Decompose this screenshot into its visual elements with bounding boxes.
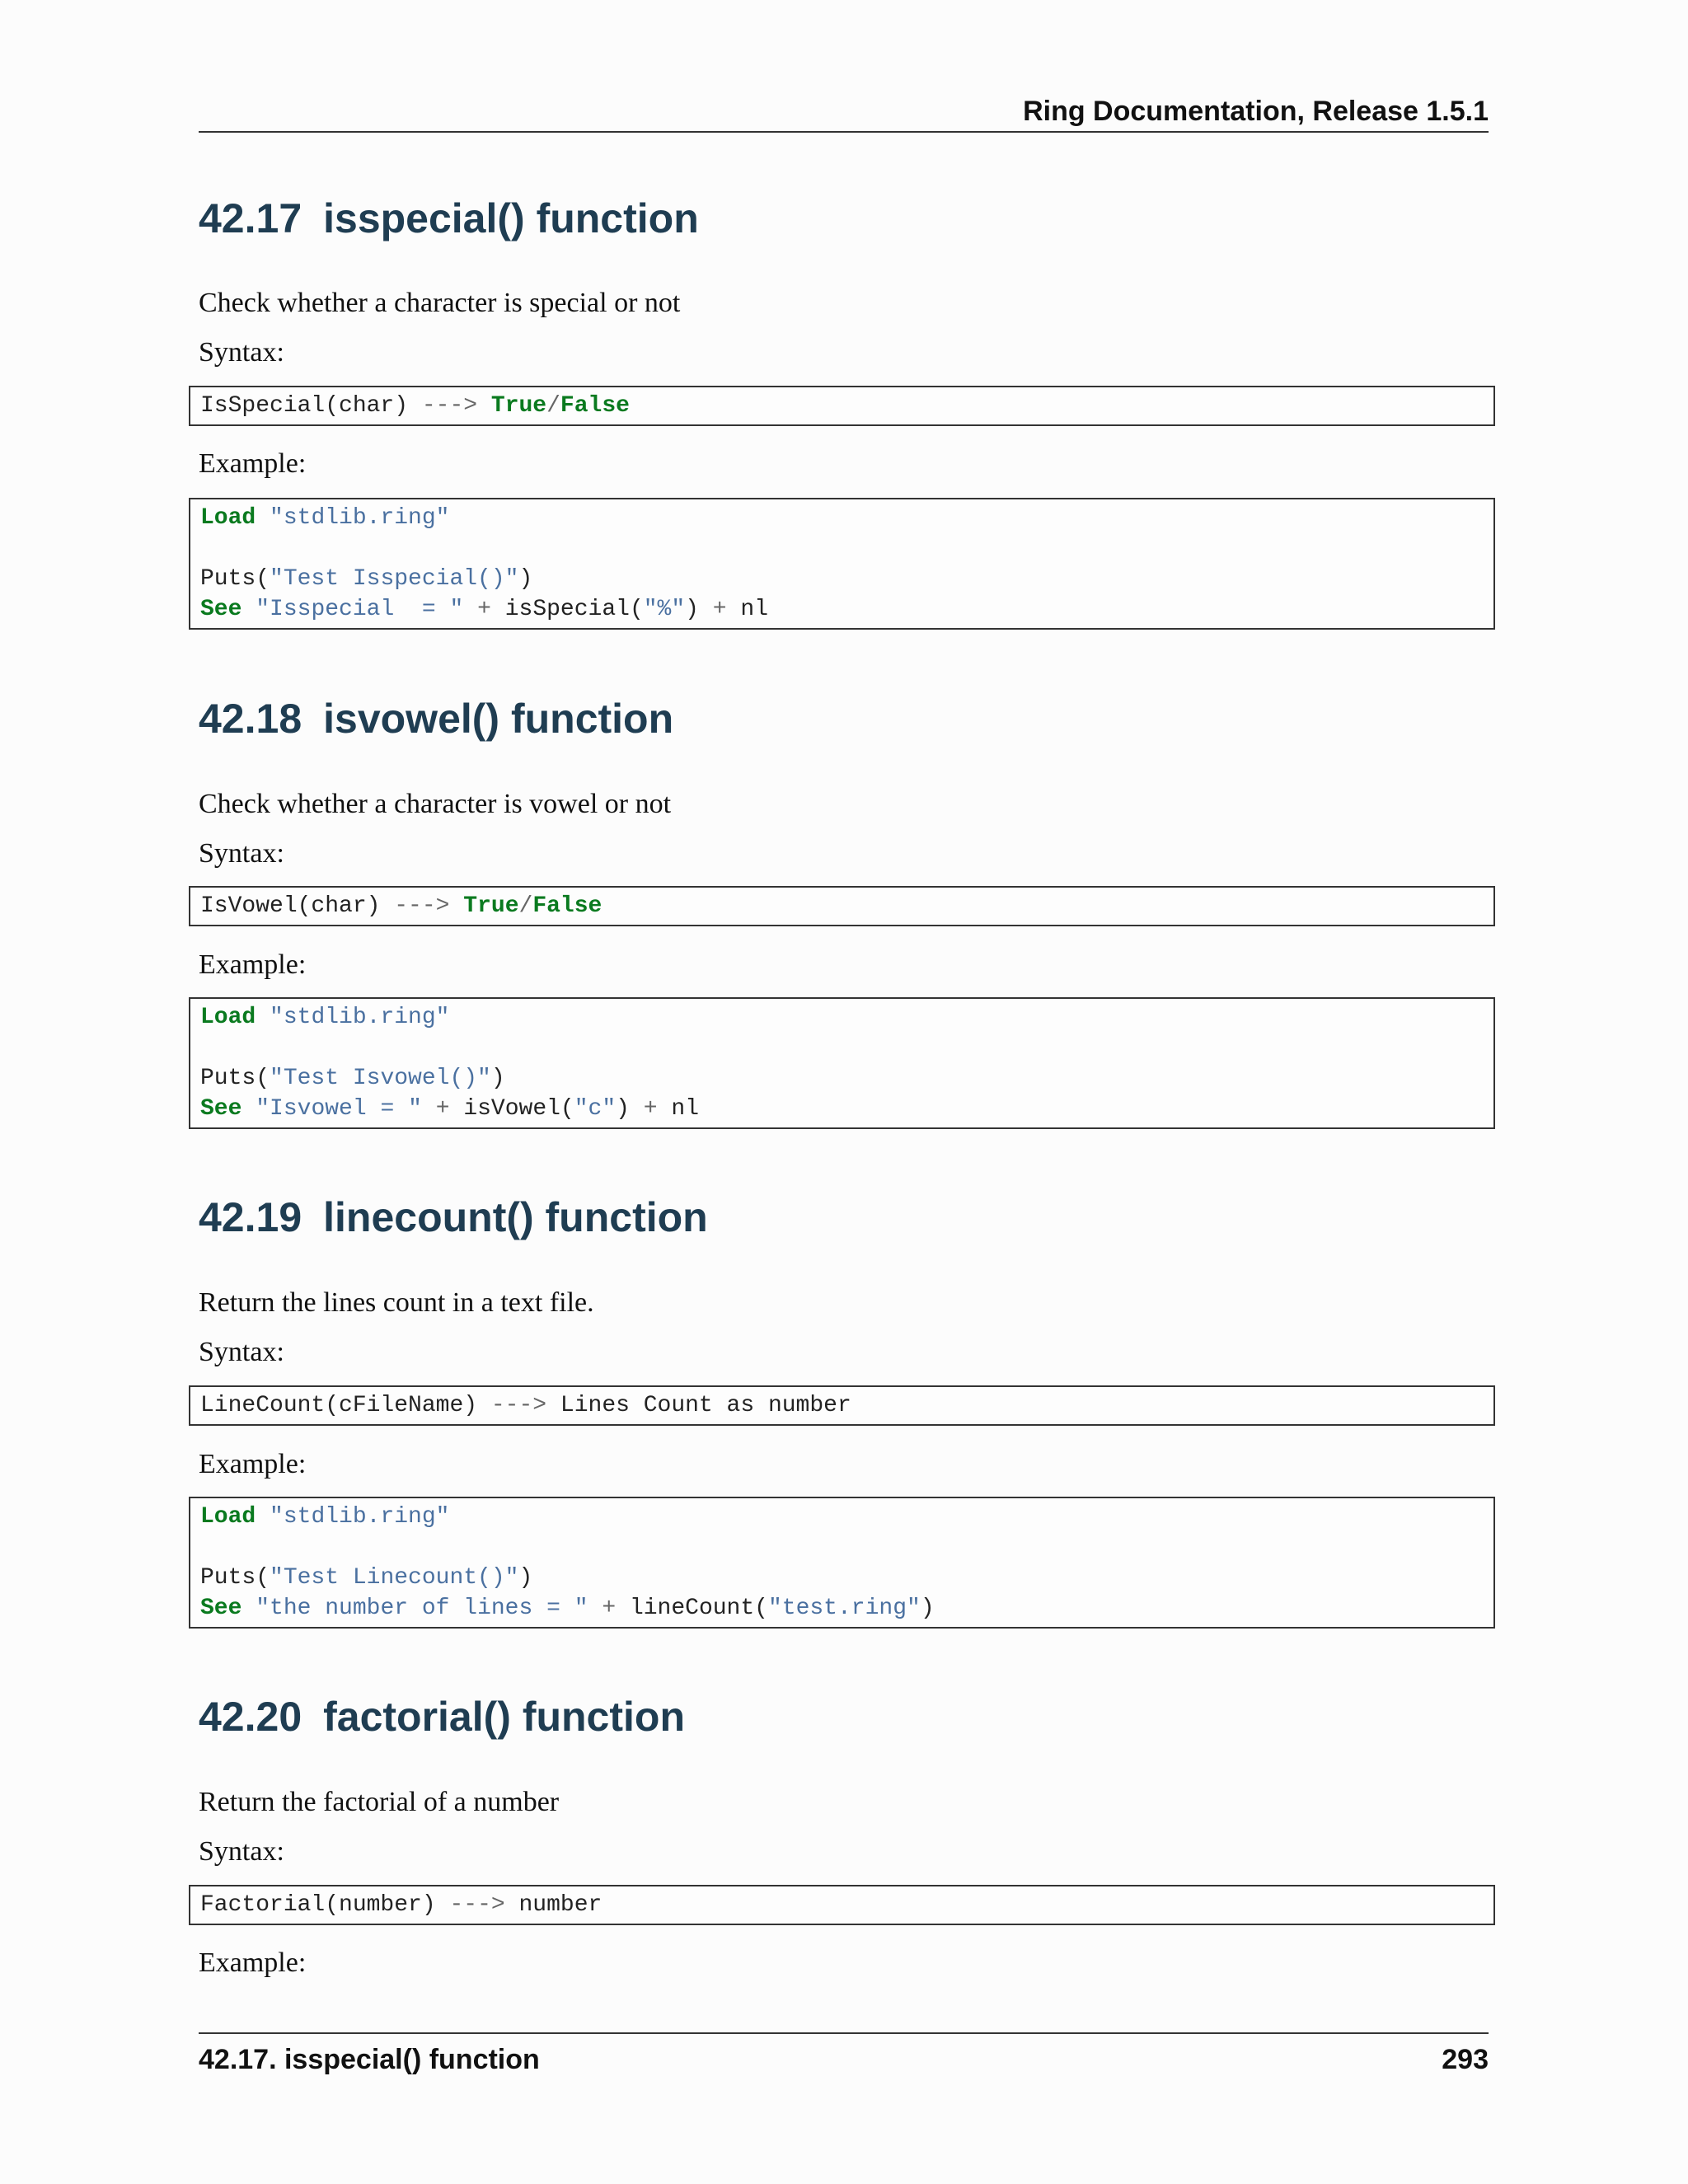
section-heading-isspecial: [199, 194, 699, 242]
code-keyword: Load: [200, 1504, 256, 1530]
code-string: "Isspecial = ": [256, 597, 464, 622]
code-line: [200, 1063, 1484, 1094]
syntax-label: Syntax:: [199, 1836, 284, 1867]
syntax-sep: /: [518, 893, 533, 919]
syntax-signature: IsVowel(char): [200, 893, 381, 919]
code-line: [200, 1094, 1484, 1124]
code-string: "test.ring": [767, 1596, 921, 1621]
code-blank-line: [200, 1033, 1484, 1063]
syntax-signature: Factorial(number): [200, 1892, 436, 1918]
syntax-arrow: --->: [449, 1892, 505, 1918]
section-heading-isvowel: [199, 695, 673, 743]
syntax-code-block: [189, 886, 1495, 926]
syntax-false: False: [532, 893, 603, 919]
section-number: 42.18: [199, 696, 302, 742]
section-number: 42.20: [199, 1694, 302, 1740]
page-header: [199, 91, 1489, 133]
code-line: [200, 1563, 1484, 1593]
code-line: [200, 1002, 1484, 1033]
code-call: Puts(: [200, 1066, 270, 1091]
syntax-code-block: [189, 1885, 1495, 1925]
example-label: Example:: [199, 949, 307, 980]
code-identifier: nl: [671, 1096, 700, 1122]
code-operator: +: [477, 597, 491, 622]
example-label: Example:: [199, 1947, 307, 1978]
code-string: "Test Linecount()": [270, 1565, 519, 1591]
example-code-block: [189, 1497, 1495, 1629]
code-operator: +: [712, 597, 727, 622]
code-identifier: nl: [740, 597, 769, 622]
syntax-signature: IsSpecial(char): [200, 393, 409, 419]
syntax-label: Syntax:: [199, 337, 284, 368]
syntax-true: True: [463, 893, 519, 919]
code-paren: ): [920, 1596, 935, 1621]
syntax-false: False: [560, 393, 630, 419]
code-call: Puts(: [200, 566, 270, 592]
code-blank-line: [200, 1532, 1484, 1563]
code-blank-line: [200, 533, 1484, 564]
section-heading-factorial: [199, 1693, 685, 1741]
syntax-code-block: [189, 1385, 1495, 1426]
code-operator: +: [435, 1096, 450, 1122]
code-string: "c": [574, 1096, 617, 1122]
example-label: Example:: [199, 448, 307, 479]
code-operator: +: [602, 1596, 617, 1621]
code-line: [200, 1390, 1484, 1421]
example-label: Example:: [199, 1449, 307, 1479]
code-keyword: See: [200, 597, 242, 622]
footer-section-title: 42.17. isspecial() function: [199, 2044, 540, 2075]
code-paren: ): [685, 597, 699, 622]
code-call: Puts(: [200, 1565, 270, 1591]
code-paren: ): [518, 1565, 533, 1591]
section-description: Return the factorial of a number: [199, 1787, 560, 1817]
syntax-label: Syntax:: [199, 1337, 284, 1367]
code-string: "stdlib.ring": [270, 1504, 450, 1530]
code-paren: ): [518, 566, 533, 592]
code-call: isSpecial(: [504, 597, 644, 622]
code-call: isVowel(: [463, 1096, 574, 1122]
code-keyword: See: [200, 1596, 242, 1621]
syntax-result: number: [518, 1892, 603, 1918]
section-description: Check whether a character is special or not: [199, 288, 681, 318]
section-number: 42.17: [199, 195, 302, 241]
syntax-true: True: [490, 393, 547, 419]
code-string: "the number of lines = ": [256, 1596, 588, 1621]
page-number: 293: [1442, 2044, 1489, 2075]
code-keyword: Load: [200, 1005, 256, 1030]
syntax-arrow: --->: [490, 1393, 547, 1418]
code-string: "stdlib.ring": [270, 505, 450, 531]
code-string: "Test Isspecial()": [270, 566, 519, 592]
section-title: isspecial() function: [323, 195, 699, 241]
code-line: [200, 1890, 1484, 1920]
section-title: isvowel() function: [323, 696, 674, 742]
code-line: [200, 594, 1484, 625]
code-paren: ): [616, 1096, 630, 1122]
code-line: [200, 391, 1484, 421]
syntax-sep: /: [546, 393, 560, 419]
page-footer: [199, 2032, 1489, 2083]
code-string: "Test Isvowel()": [270, 1066, 491, 1091]
section-title: factorial() function: [323, 1694, 685, 1740]
code-paren: ): [490, 1066, 505, 1091]
code-line: [200, 891, 1484, 921]
code-keyword: Load: [200, 505, 256, 531]
code-string: "%": [643, 597, 686, 622]
example-code-block: [189, 498, 1495, 630]
code-line: [200, 1593, 1484, 1624]
code-line: [200, 564, 1484, 594]
header-title: Ring Documentation, Release 1.5.1: [1023, 96, 1489, 127]
syntax-arrow: --->: [394, 893, 450, 919]
code-line: [200, 503, 1484, 533]
code-operator: +: [643, 1096, 658, 1122]
syntax-signature: LineCount(cFileName): [200, 1393, 478, 1418]
syntax-label: Syntax:: [199, 838, 284, 869]
syntax-result: Lines Count as number: [560, 1393, 851, 1418]
code-string: "Isvowel = ": [256, 1096, 422, 1122]
section-description: Return the lines count in a text file.: [199, 1287, 594, 1318]
syntax-arrow: --->: [421, 393, 478, 419]
syntax-code-block: [189, 386, 1495, 426]
section-title: linecount() function: [323, 1194, 708, 1240]
section-description: Check whether a character is vowel or not: [199, 789, 672, 819]
code-line: [200, 1502, 1484, 1532]
code-call: lineCount(: [629, 1596, 768, 1621]
example-code-block: [189, 997, 1495, 1129]
section-heading-linecount: [199, 1193, 708, 1241]
section-number: 42.19: [199, 1194, 302, 1240]
code-keyword: See: [200, 1096, 242, 1122]
code-string: "stdlib.ring": [270, 1005, 450, 1030]
